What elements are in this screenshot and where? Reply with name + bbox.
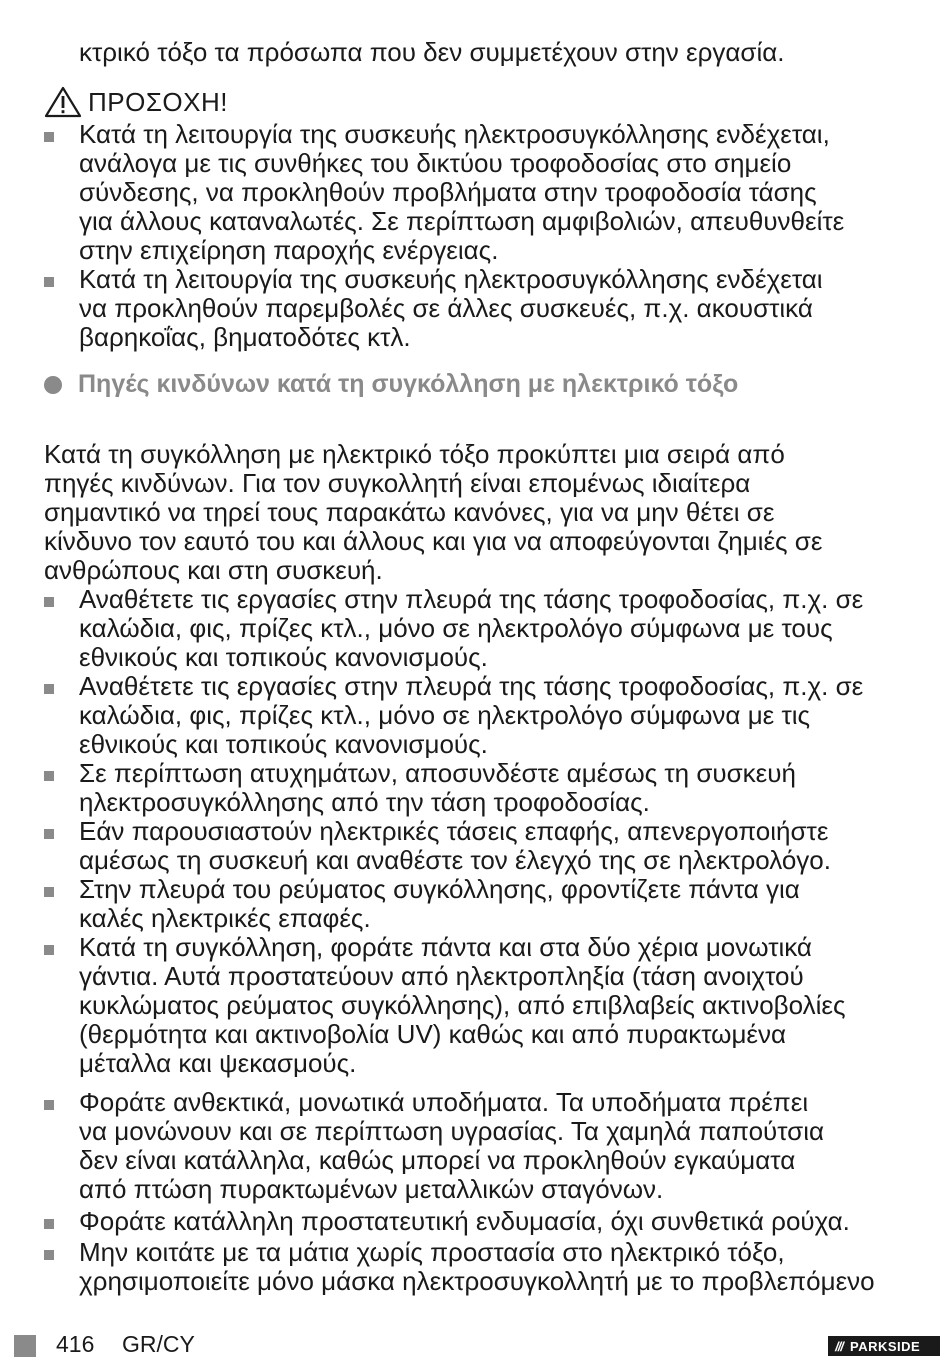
section-paragraph-line-5: ανθρώπους και στη συσκευή. — [44, 555, 383, 585]
warning-header — [44, 86, 228, 118]
section-title: Πηγές κινδύνων κατά τη συγκόλληση με ηλεκτρικό τόξο — [78, 370, 739, 398]
warning-item-1-line-5: στην επιχείρηση παροχής ενέργειας. — [79, 235, 499, 265]
list-item-2-line-2: καλώδια, φις, πρίζες κτλ., μόνο σε ηλεκτρολόγο σύμφωνα με τις — [79, 700, 811, 730]
list-item-4-line-1: Εάν παρουσιαστούν ηλεκτρικές τάσεις επαφής, απενεργοποιήστε — [79, 816, 829, 846]
warning-item-1-line-1: Κατά τη λειτουργία της συσκευής ηλεκτροσυγκόλλησης ενδέχεται, — [79, 119, 830, 149]
list-item-6-line-1: Κατά τη συγκόλληση, φοράτε πάντα και στα δύο χέρια μονωτικά — [79, 932, 812, 962]
list-item-2-line-1: Αναθέτετε τις εργασίες στην πλευρά της τάσης τροφοδοσίας, π.χ. σε — [79, 671, 864, 701]
list-item-4-line-2: αμέσως τη συσκευή και αναθέστε τον έλεγχό της σε ηλεκτρολόγο. — [79, 845, 831, 875]
square-bullet-icon — [44, 277, 54, 287]
circle-bullet-icon — [44, 376, 62, 394]
list-item-6-line-5: μέταλλα και ψεκασμούς. — [79, 1048, 357, 1078]
warning-item-1-line-3: σύνδεσης, να προκληθούν προβλήματα στην τροφοδοσία τάσης — [79, 177, 817, 207]
list-item-3-line-2: ηλεκτροσυγκόλλησης από την τάση τροφοδοσίας. — [79, 787, 650, 817]
square-bullet-icon — [44, 945, 54, 955]
list-item-7-line-2: να μονώνουν και σε περίπτωση υγρασίας. Τα χαμηλά παπούτσια — [79, 1116, 825, 1146]
warning-item-1-line-2: ανάλογα με τις συνθήκες του δικτύου τροφοδοσίας στο σημείο — [79, 148, 792, 178]
square-bullet-icon — [44, 887, 54, 897]
list-item-3-line-1: Σε περίπτωση ατυχημάτων, αποσυνδέστε αμέσως τη συσκευή — [79, 758, 796, 788]
warning-item-1-line-4: για άλλους καταναλωτές. Σε περίπτωση αμφιβολιών, απευθυνθείτε — [79, 206, 845, 236]
list-item-1-line-1: Αναθέτετε τις εργασίες στην πλευρά της τάσης τροφοδοσίας, π.χ. σε — [79, 584, 864, 614]
warning-item-2-line-1: Κατά τη λειτουργία της συσκευής ηλεκτροσυγκόλλησης ενδέχεται — [79, 264, 823, 294]
brand-name: PARKSIDE — [850, 1338, 921, 1354]
square-bullet-icon — [44, 132, 54, 142]
list-item-9-line-1: Μην κοιτάτε με τα μάτια χωρίς προστασία στο ηλεκτρικό τόξο, — [79, 1237, 785, 1267]
list-item-6-line-4: (θερμότητα και ακτινοβολία UV) καθώς και από πυρακτωμένα — [79, 1019, 787, 1049]
list-item-6-line-3: κυκλώματος ρεύματος συγκόλλησης), από επιβλαβείς ακτινοβολίες — [79, 990, 846, 1020]
square-bullet-icon — [44, 597, 54, 607]
section-paragraph-line-3: σημαντικό να τηρεί τους παρακάτω κανόνες, για να μην θέτει σε — [44, 497, 775, 527]
intro-line: κτρικό τόξο τα πρόσωπα που δεν συμμετέχουν στην εργασία. — [79, 37, 785, 67]
section-paragraph-line-2: πηγές κινδύνων. Για τον συγκολλητή είναι επομένως ιδιαίτερα — [44, 468, 751, 498]
list-item-7-line-4: από πτώση πυρακτωμένων μεταλλικών σταγόνων. — [79, 1174, 664, 1204]
language-code: GR/CY — [122, 1331, 195, 1357]
square-bullet-icon — [44, 1100, 54, 1110]
list-item-2-line-3: εθνικούς και τοπικούς κανονισμούς. — [79, 729, 488, 759]
list-item-9-line-2: χρησιμοποιείτε μόνο μάσκα ηλεκτροσυγκολλητή με το προβλεπόμενο — [79, 1266, 875, 1296]
footer-square-icon — [14, 1335, 36, 1357]
list-item-5-line-1: Στην πλευρά του ρεύματος συγκόλλησης, φροντίζετε πάντα για — [79, 874, 800, 904]
warning-title: ΠΡΟΣΟΧΗ! — [88, 86, 228, 117]
list-item-5-line-2: καλές ηλεκτρικές επαφές. — [79, 903, 371, 933]
list-item-7-line-1: Φοράτε ανθεκτικά, μονωτικά υποδήματα. Τα υποδήματα πρέπει — [79, 1087, 809, 1117]
square-bullet-icon — [44, 1250, 54, 1260]
brand-stripes: /// — [835, 1338, 843, 1354]
square-bullet-icon — [44, 829, 54, 839]
section-paragraph-line-1: Κατά τη συγκόλληση με ηλεκτρικό τόξο προκύπτει μια σειρά από — [44, 439, 785, 469]
page-footer — [0, 1330, 950, 1360]
list-item-1-line-2: καλώδια, φις, πρίζες κτλ., μόνο σε ηλεκτρολόγο σύμφωνα με τους — [79, 613, 833, 643]
square-bullet-icon — [44, 684, 54, 694]
parkside-logo — [828, 1336, 940, 1356]
square-bullet-icon — [44, 771, 54, 781]
warning-triangle-icon — [44, 86, 82, 118]
square-bullet-icon — [44, 1219, 54, 1229]
warning-item-2-line-2: να προκληθούν παρεμβολές σε άλλες συσκευές, π.χ. ακουστικά — [79, 293, 813, 323]
section-paragraph-line-4: κίνδυνο τον εαυτό του και άλλους και για να αποφεύγονται ζημιές σε — [44, 526, 823, 556]
list-item-7-line-3: δεν είναι κατάλληλα, καθώς μπορεί να προκληθούν εγκαύματα — [79, 1145, 796, 1175]
list-item-6-line-2: γάντια. Αυτά προστατεύουν από ηλεκτροπληξία (τάση ανοιχτού — [79, 961, 804, 991]
list-item-8-line-1: Φοράτε κατάλληλη προστατευτική ενδυμασία, όχι συνθετικά ρούχα. — [79, 1206, 850, 1236]
page-number: 416 — [56, 1331, 95, 1357]
list-item-1-line-3: εθνικούς και τοπικούς κανονισμούς. — [79, 642, 488, 672]
warning-item-2-line-3: βαρηκοΐας, βηματοδότες κτλ. — [79, 322, 411, 352]
section-heading — [44, 370, 738, 399]
